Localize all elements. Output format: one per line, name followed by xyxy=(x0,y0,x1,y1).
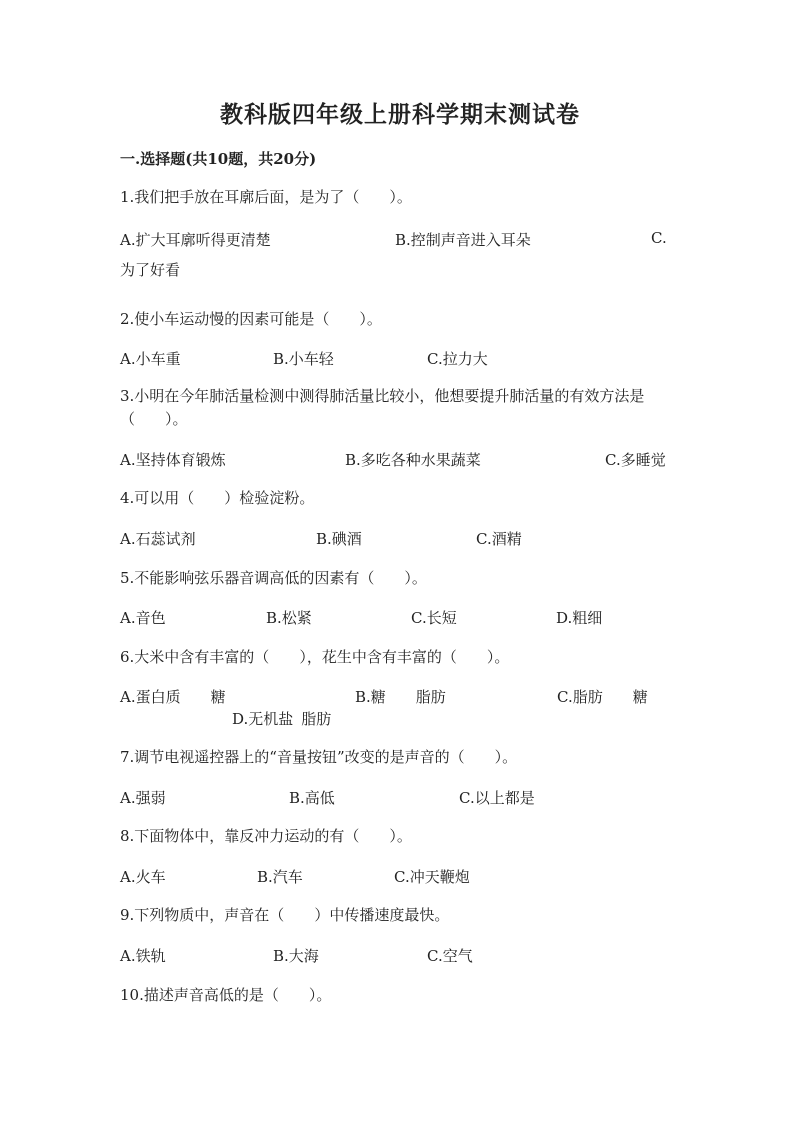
q5-option-d: D.粗细 xyxy=(556,609,603,627)
q3-option-b: B.多吃各种水果蔬菜 xyxy=(345,451,481,469)
q6-option-d-label: D.无机盐 xyxy=(232,710,294,728)
question-10: 10.描述声音高低的是（ ）。 xyxy=(120,986,332,1004)
q6-option-c-label: C.脂肪 xyxy=(557,688,603,706)
question-6: 6.大米中含有丰富的（ ），花生中含有丰富的（ ）。 xyxy=(120,648,510,666)
question-5: 5.不能影响弦乐器音调高低的因素有（ ）。 xyxy=(120,569,427,587)
question-8: 8.下面物体中，靠反冲力运动的有（ ）。 xyxy=(120,827,412,845)
question-1: 1.我们把手放在耳廓后面，是为了（ ）。 xyxy=(120,188,412,206)
q8-option-c: C.冲天鞭炮 xyxy=(394,868,470,886)
q5-option-b: B.松紧 xyxy=(266,609,312,627)
q2-option-b: B.小车轻 xyxy=(273,350,334,368)
q8-option-a: A.火车 xyxy=(120,868,166,886)
question-2: 2.使小车运动慢的因素可能是（ ）。 xyxy=(120,310,382,328)
q1-option-c: C. xyxy=(651,229,667,247)
q6-option-a-value: 糖 xyxy=(210,688,226,706)
q7-option-c: C.以上都是 xyxy=(459,789,535,807)
q6-option-a xyxy=(120,686,226,707)
q6-option-c-value: 糖 xyxy=(632,688,648,706)
q1-option-a: A.扩大耳廓听得更清楚 xyxy=(120,231,271,249)
q5-option-a: A.音色 xyxy=(120,609,166,627)
q8-option-b: B.汽车 xyxy=(257,868,303,886)
page-title: 教科版四年级上册科学期末测试卷 xyxy=(220,101,580,128)
question-7: 7.调节电视遥控器上的“音量按钮”改变的是声音的（ ）。 xyxy=(120,748,518,766)
question-4: 4.可以用（ ）检验淀粉。 xyxy=(120,489,315,507)
q6-option-c xyxy=(557,686,648,707)
q6-option-d-value: 脂肪 xyxy=(301,710,332,728)
q1-option-c-text: 为了好看 xyxy=(120,261,181,279)
q4-option-c: C.酒精 xyxy=(476,530,522,548)
q6-option-a-label: A.蛋白质 xyxy=(120,688,181,706)
q9-option-c: C.空气 xyxy=(427,947,473,965)
q1-option-b: B.控制声音进入耳朵 xyxy=(395,231,531,249)
q4-option-a: A.石蕊试剂 xyxy=(120,530,196,548)
q6-option-b-label: B.糖 xyxy=(355,688,386,706)
section-heading: 一.选择题(共10题，共20分) xyxy=(120,150,317,168)
q2-option-a: A.小车重 xyxy=(120,350,181,368)
q4-option-b: B.碘酒 xyxy=(316,530,362,548)
q3-option-a: A.坚持体育锻炼 xyxy=(120,451,226,469)
q3-option-c: C.多睡觉 xyxy=(605,451,666,469)
q5-option-c: C.长短 xyxy=(411,609,457,627)
q6-option-d xyxy=(232,708,331,729)
q6-option-b-value: 脂肪 xyxy=(415,688,446,706)
q6-option-b xyxy=(355,686,446,707)
q9-option-a: A.铁轨 xyxy=(120,947,166,965)
question-3: 3.小明在今年肺活量检测中测得肺活量比较小，他想要提升肺活量的有效方法是（ ）。 xyxy=(120,387,645,428)
q7-option-b: B.高低 xyxy=(289,789,335,807)
q9-option-b: B.大海 xyxy=(273,947,319,965)
question-9: 9.下列物质中，声音在（ ）中传播速度最快。 xyxy=(120,906,450,924)
q2-option-c: C.拉力大 xyxy=(427,350,488,368)
q7-option-a: A.强弱 xyxy=(120,789,166,807)
